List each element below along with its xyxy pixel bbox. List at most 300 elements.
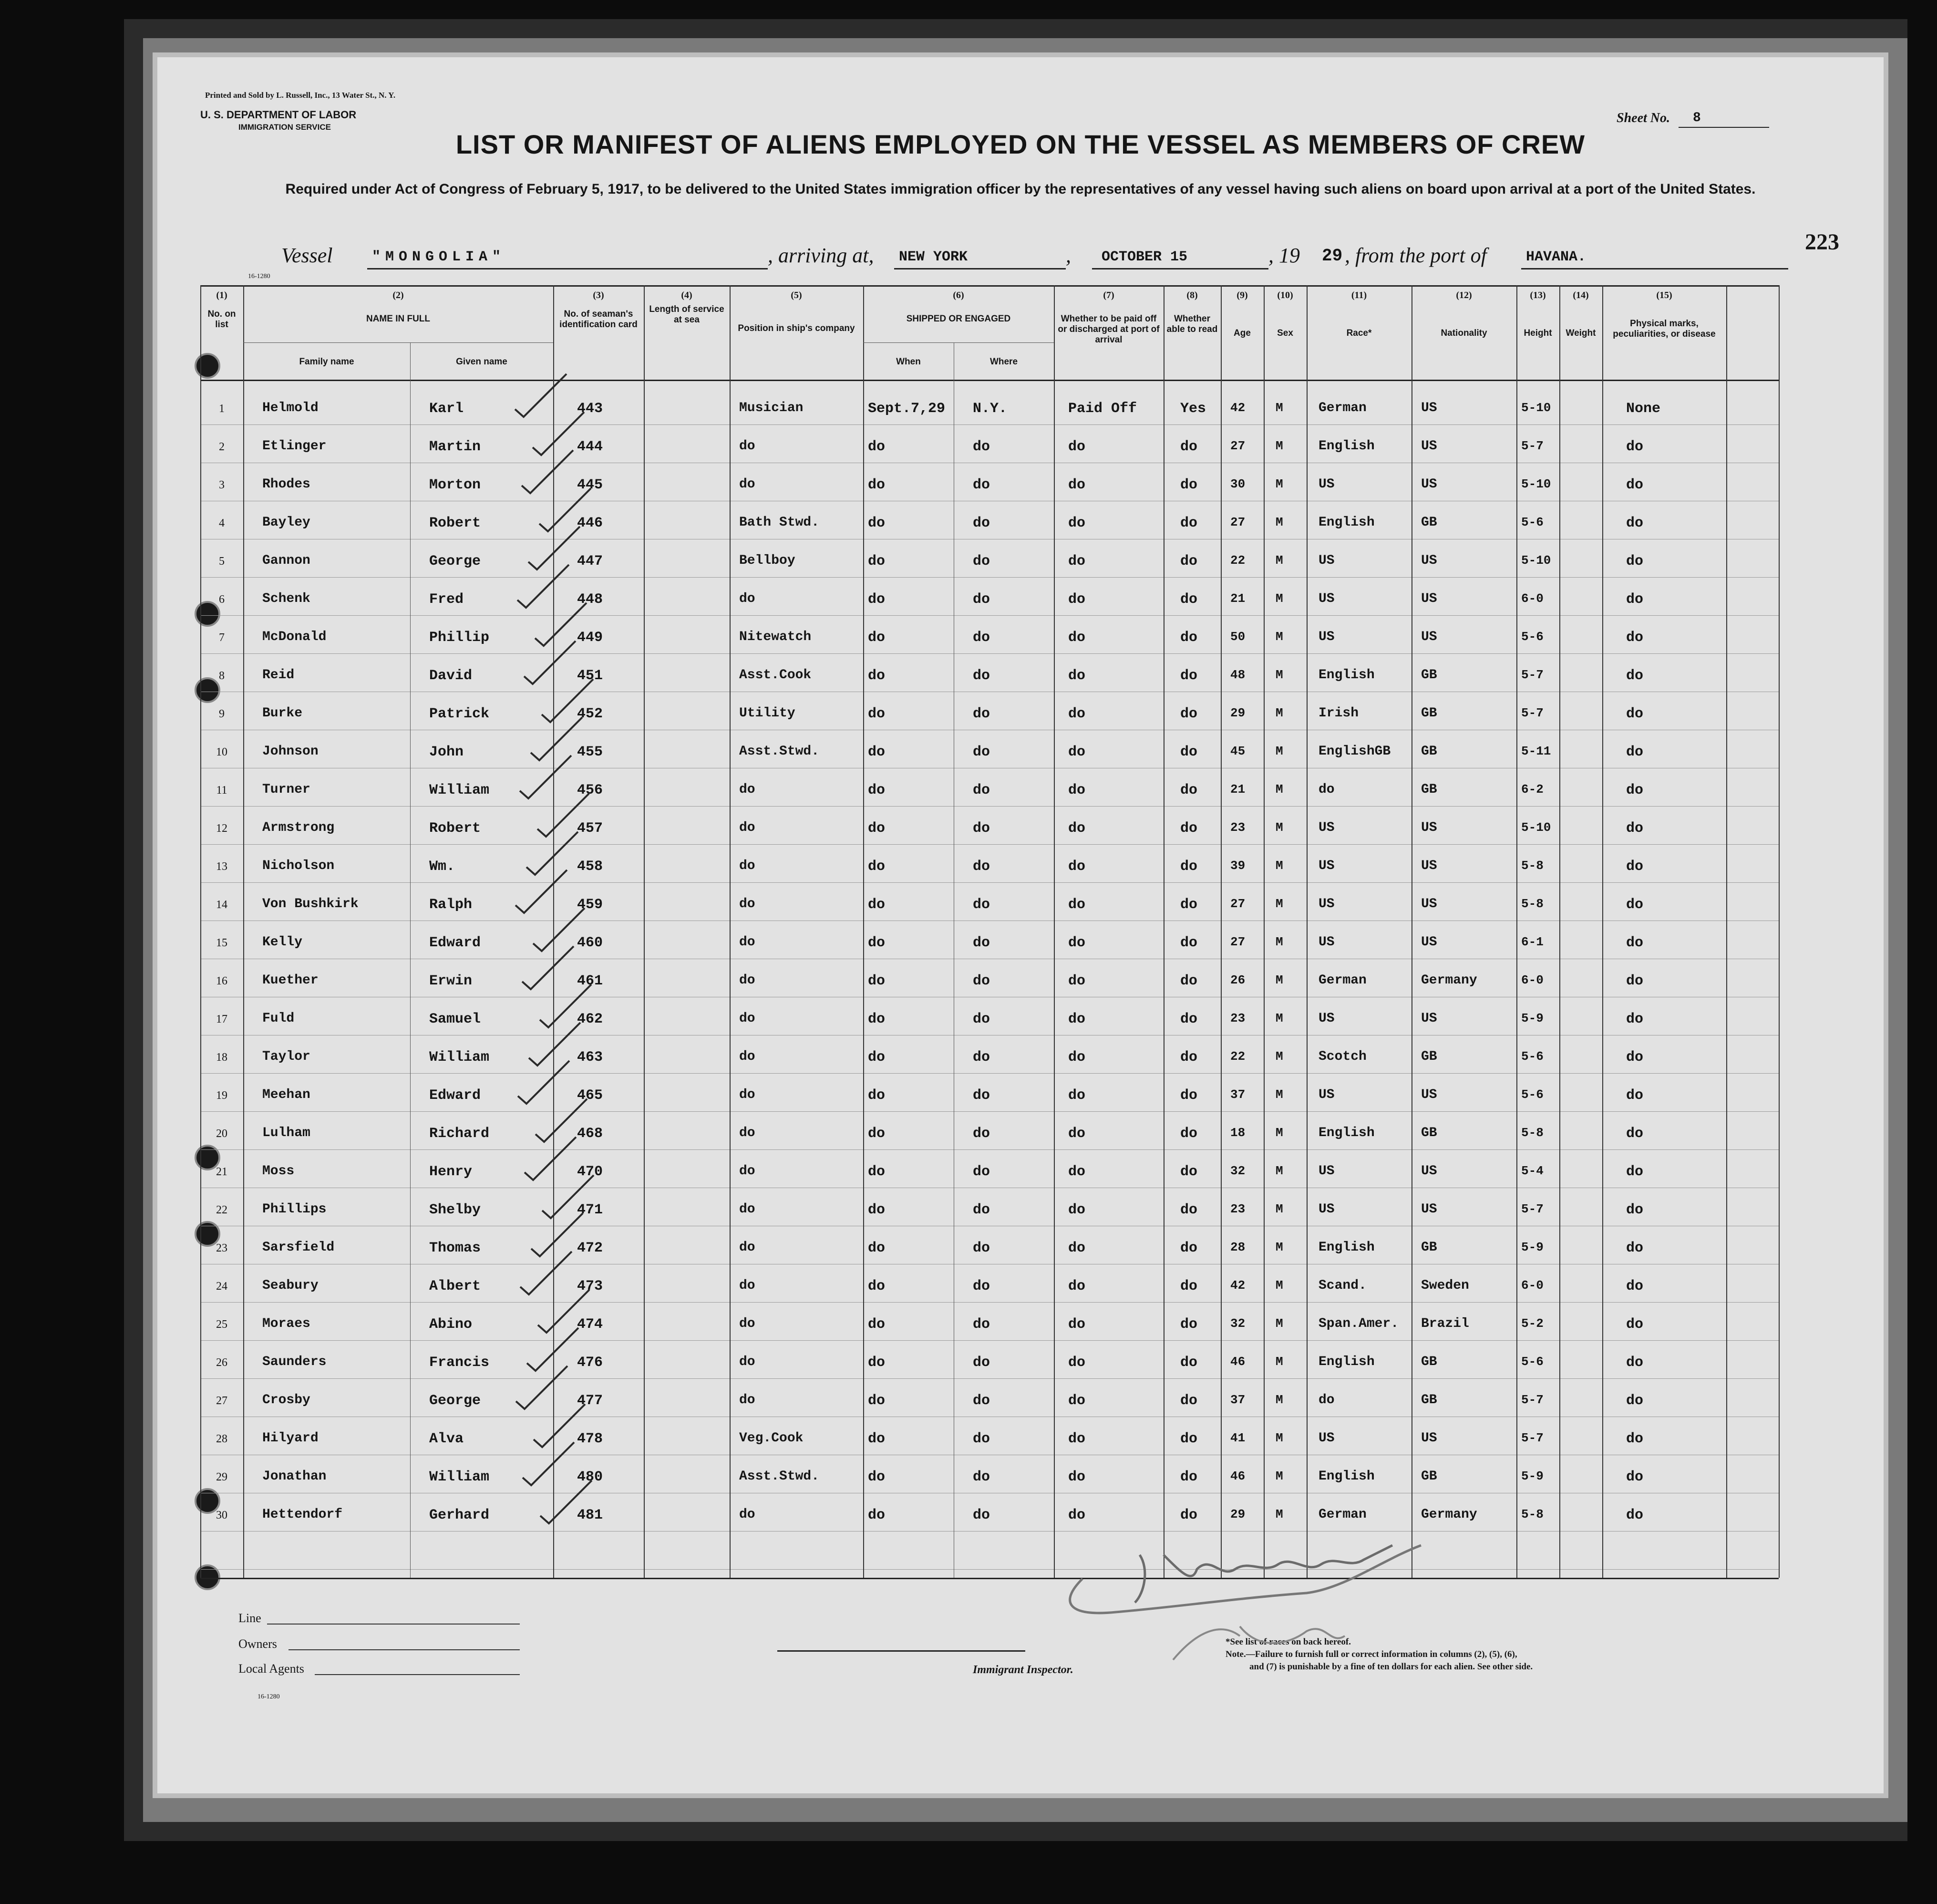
weight-header-num: (14) bbox=[1573, 290, 1589, 300]
race: EnglishGB bbox=[1319, 744, 1391, 759]
able-to-read: do bbox=[1180, 1507, 1198, 1523]
position: do bbox=[739, 935, 755, 950]
physical-marks: None bbox=[1626, 401, 1661, 417]
row-number: 20 bbox=[216, 1128, 227, 1140]
given-name: Wm. bbox=[429, 859, 455, 875]
from-label: , from the port of bbox=[1345, 244, 1487, 267]
shipped-when: do bbox=[868, 706, 886, 722]
row-number: 16 bbox=[216, 975, 227, 987]
inspector-label: Immigrant Inspector. bbox=[973, 1664, 1073, 1676]
race: US bbox=[1319, 1431, 1335, 1446]
paid-off: do bbox=[1068, 591, 1086, 608]
sex: M bbox=[1276, 630, 1283, 644]
race: US bbox=[1319, 1011, 1335, 1026]
shipped-when: do bbox=[868, 1126, 886, 1142]
race: German bbox=[1319, 1507, 1367, 1522]
nationality: US bbox=[1421, 591, 1437, 606]
when-header: When bbox=[896, 357, 921, 367]
sex: M bbox=[1276, 1202, 1283, 1216]
physical-marks: do bbox=[1626, 1469, 1644, 1485]
age: 32 bbox=[1230, 1316, 1246, 1331]
age: 32 bbox=[1230, 1164, 1246, 1178]
shipped-when: do bbox=[868, 1355, 886, 1371]
shipped-when: do bbox=[868, 1011, 886, 1027]
given-name-header: Given name bbox=[456, 357, 507, 367]
shipped-where: do bbox=[973, 1240, 990, 1256]
arrival-date: OCTOBER 15 bbox=[1102, 249, 1188, 265]
paid-off: do bbox=[1068, 1316, 1086, 1333]
position: Bellboy bbox=[739, 553, 795, 568]
sex: M bbox=[1276, 401, 1283, 415]
family-name: Nicholson bbox=[262, 859, 335, 873]
row-number: 30 bbox=[216, 1509, 227, 1521]
physical-marks: do bbox=[1626, 553, 1644, 569]
sex: M bbox=[1276, 973, 1283, 987]
age-header: Age bbox=[1234, 328, 1251, 338]
paid-off: do bbox=[1068, 897, 1086, 913]
height: 5-7 bbox=[1521, 1202, 1544, 1216]
nationality: Germany bbox=[1421, 1507, 1477, 1522]
given-name: Richard bbox=[429, 1126, 490, 1142]
sex: M bbox=[1276, 897, 1283, 911]
year-suffix: 29 bbox=[1322, 246, 1343, 266]
nationality: GB bbox=[1421, 782, 1437, 797]
physical-marks: do bbox=[1626, 935, 1644, 951]
nationality: Germany bbox=[1421, 973, 1477, 988]
height: 5-8 bbox=[1521, 897, 1544, 911]
shipped-where: do bbox=[973, 897, 990, 913]
card-number: 481 bbox=[577, 1507, 603, 1523]
row-number: 28 bbox=[216, 1433, 227, 1445]
shipped-when: do bbox=[868, 477, 886, 493]
height: 5-6 bbox=[1521, 1087, 1544, 1102]
given-name: Fred bbox=[429, 591, 464, 608]
card-number: 447 bbox=[577, 553, 603, 569]
position: do bbox=[739, 859, 755, 873]
row-number: 26 bbox=[216, 1356, 227, 1369]
page-subtitle: Required under Act of Congress of February 5, 1917, to be delivered to the United States immigration officer by the representatives of any vessel having such aliens on board upon arrival at a port of the United States. bbox=[285, 181, 1756, 197]
card-number: 451 bbox=[577, 668, 603, 684]
family-name: Rhodes bbox=[262, 477, 310, 492]
given-name: Phillip bbox=[429, 630, 490, 646]
check-mark bbox=[542, 1175, 594, 1218]
able-to-read: do bbox=[1180, 630, 1198, 646]
row-number: 10 bbox=[216, 746, 227, 758]
shipped-where: do bbox=[973, 1202, 990, 1218]
height: 5-4 bbox=[1521, 1164, 1544, 1178]
row-number: 17 bbox=[216, 1013, 227, 1025]
shipped-where: do bbox=[973, 1126, 990, 1142]
nationality: US bbox=[1421, 820, 1437, 835]
nationality: GB bbox=[1421, 1355, 1437, 1369]
paid-off-header-num: (7) bbox=[1103, 290, 1114, 300]
check-mark bbox=[536, 1099, 587, 1142]
height: 5-2 bbox=[1521, 1316, 1544, 1331]
family-name: Etlinger bbox=[262, 439, 327, 454]
position: do bbox=[739, 477, 755, 492]
given-name: Ralph bbox=[429, 897, 473, 913]
row-number: 29 bbox=[216, 1471, 227, 1483]
physical-marks: do bbox=[1626, 630, 1644, 646]
sex: M bbox=[1276, 1393, 1283, 1407]
card-number: 446 bbox=[577, 515, 603, 531]
shipped-when: do bbox=[868, 897, 886, 913]
check-mark bbox=[517, 565, 569, 608]
race: do bbox=[1319, 782, 1335, 797]
race: English bbox=[1319, 1469, 1375, 1484]
card-number: 445 bbox=[577, 477, 603, 493]
card-number: 478 bbox=[577, 1431, 603, 1447]
race: Scand. bbox=[1319, 1278, 1367, 1293]
given-name: Karl bbox=[429, 401, 464, 417]
paid-off: do bbox=[1068, 1469, 1086, 1485]
nationality: GB bbox=[1421, 744, 1437, 759]
card-number: 471 bbox=[577, 1202, 603, 1218]
shipped-when: do bbox=[868, 935, 886, 951]
shipped-when: Sept.7,29 bbox=[868, 401, 946, 417]
age: 46 bbox=[1230, 1469, 1246, 1483]
race: US bbox=[1319, 1202, 1335, 1217]
family-name: Sarsfield bbox=[262, 1240, 335, 1255]
page-title: LIST OR MANIFEST OF ALIENS EMPLOYED ON THE VESSEL AS MEMBERS OF CREW bbox=[455, 129, 1586, 159]
age: 29 bbox=[1230, 706, 1246, 720]
position: Asst.Cook bbox=[739, 668, 812, 683]
sex-header-num: (10) bbox=[1277, 290, 1293, 300]
nationality: US bbox=[1421, 897, 1437, 911]
age: 48 bbox=[1230, 668, 1246, 682]
physical-marks: do bbox=[1626, 477, 1644, 493]
given-name: William bbox=[429, 782, 490, 798]
nationality: US bbox=[1421, 935, 1437, 950]
date-underline bbox=[1092, 268, 1268, 269]
shipped-when: do bbox=[868, 668, 886, 684]
given-name: George bbox=[429, 553, 481, 569]
given-name: Thomas bbox=[429, 1240, 481, 1256]
given-name: Patrick bbox=[429, 706, 490, 722]
row-number: 11 bbox=[216, 784, 227, 797]
where-header: Where bbox=[989, 357, 1018, 367]
nationality: US bbox=[1421, 1164, 1437, 1179]
position: Veg.Cook bbox=[739, 1431, 804, 1446]
able-to-read: do bbox=[1180, 1393, 1198, 1409]
local-agents-field bbox=[315, 1674, 520, 1675]
height: 5-10 bbox=[1521, 820, 1551, 835]
physical-marks: do bbox=[1626, 1087, 1644, 1104]
race: US bbox=[1319, 477, 1335, 492]
age: 39 bbox=[1230, 859, 1246, 873]
height: 5-6 bbox=[1521, 1355, 1544, 1369]
age: 27 bbox=[1230, 935, 1246, 949]
row-number: 7 bbox=[219, 631, 225, 644]
given-name: George bbox=[429, 1393, 481, 1409]
shipped-when: do bbox=[868, 1393, 886, 1409]
check-mark bbox=[528, 527, 580, 569]
year-prefix: , 19 bbox=[1268, 244, 1300, 267]
given-name: Francis bbox=[429, 1355, 490, 1371]
shipped-when: do bbox=[868, 439, 886, 455]
family-name: Gannon bbox=[262, 553, 310, 568]
position: do bbox=[739, 1355, 755, 1369]
paid-off: do bbox=[1068, 820, 1086, 837]
race: US bbox=[1319, 553, 1335, 568]
shipped-when: do bbox=[868, 591, 886, 608]
nationality: GB bbox=[1421, 1049, 1437, 1064]
able-to-read-header-num: (8) bbox=[1186, 290, 1198, 300]
height: 5-7 bbox=[1521, 668, 1544, 682]
vessel-underline bbox=[367, 268, 768, 269]
height: 6-0 bbox=[1521, 1278, 1544, 1293]
given-name: Henry bbox=[429, 1164, 473, 1180]
shipped-where: do bbox=[973, 1507, 990, 1523]
paid-off: do bbox=[1068, 630, 1086, 646]
check-mark bbox=[529, 1023, 580, 1066]
shipped-when: do bbox=[868, 553, 886, 569]
paid-off: do bbox=[1068, 1355, 1086, 1371]
shipped-when: do bbox=[868, 1469, 886, 1485]
race: English bbox=[1319, 439, 1375, 454]
shipped-where: do bbox=[973, 439, 990, 455]
nationality: US bbox=[1421, 1202, 1437, 1217]
shipped-when: do bbox=[868, 515, 886, 531]
position: do bbox=[739, 591, 755, 606]
family-name: Moss bbox=[262, 1164, 295, 1179]
card-number: 473 bbox=[577, 1278, 603, 1294]
card-number: 462 bbox=[577, 1011, 603, 1027]
nationality: GB bbox=[1421, 668, 1437, 683]
shipped-where: do bbox=[973, 591, 990, 608]
able-to-read: do bbox=[1180, 1049, 1198, 1066]
inspector-signature-line bbox=[777, 1650, 1025, 1652]
shipped-where: do bbox=[973, 1011, 990, 1027]
physical-marks: do bbox=[1626, 782, 1644, 798]
family-name: Saunders bbox=[262, 1355, 327, 1369]
height-header-num: (13) bbox=[1530, 290, 1546, 300]
height: 5-8 bbox=[1521, 1507, 1544, 1521]
age: 26 bbox=[1230, 973, 1246, 987]
card-number: 470 bbox=[577, 1164, 603, 1180]
check-mark bbox=[515, 374, 567, 417]
height: 5-6 bbox=[1521, 515, 1544, 529]
height: 6-1 bbox=[1521, 935, 1544, 949]
family-name: Von Bushkirk bbox=[262, 897, 359, 911]
able-to-read: do bbox=[1180, 1011, 1198, 1027]
physical-marks: do bbox=[1626, 1507, 1644, 1523]
shipped-when: do bbox=[868, 1431, 886, 1447]
position: do bbox=[739, 1126, 755, 1140]
shipped-when: do bbox=[868, 1164, 886, 1180]
date-comma: , bbox=[1066, 244, 1071, 267]
able-to-read: do bbox=[1180, 1431, 1198, 1447]
check-mark bbox=[523, 1442, 574, 1485]
check-mark bbox=[534, 1404, 585, 1447]
given-name: Abino bbox=[429, 1316, 473, 1333]
line-field bbox=[267, 1624, 520, 1625]
physical-marks: do bbox=[1626, 744, 1644, 760]
able-to-read: do bbox=[1180, 668, 1198, 684]
height: 5-8 bbox=[1521, 1126, 1544, 1140]
age: 18 bbox=[1230, 1126, 1246, 1140]
physical-marks: do bbox=[1626, 1355, 1644, 1371]
physical-marks: do bbox=[1626, 1202, 1644, 1218]
nationality: US bbox=[1421, 859, 1437, 873]
shipped-where: N.Y. bbox=[973, 401, 1008, 417]
sex: M bbox=[1276, 477, 1283, 491]
height: 5-6 bbox=[1521, 630, 1544, 644]
row-number: 22 bbox=[216, 1204, 227, 1216]
no-on-list-header: No. on list bbox=[207, 309, 236, 330]
sex: M bbox=[1276, 935, 1283, 949]
service-length-header: Length of service at sea bbox=[649, 304, 724, 325]
shipped-where: do bbox=[973, 553, 990, 569]
vessel-label: Vessel bbox=[281, 244, 333, 267]
shipped-where: do bbox=[973, 1049, 990, 1066]
able-to-read: do bbox=[1180, 1164, 1198, 1180]
given-name: Samuel bbox=[429, 1011, 481, 1027]
position: do bbox=[739, 1507, 755, 1522]
height: 5-9 bbox=[1521, 1011, 1544, 1025]
check-mark bbox=[531, 1213, 583, 1256]
card-number: 444 bbox=[577, 439, 603, 455]
given-name: William bbox=[429, 1469, 490, 1485]
position: Asst.Stwd. bbox=[739, 1469, 820, 1484]
given-name: Albert bbox=[429, 1278, 481, 1294]
check-mark bbox=[540, 984, 591, 1027]
position: do bbox=[739, 1087, 755, 1102]
able-to-read: Yes bbox=[1180, 401, 1206, 417]
nationality-header-num: (12) bbox=[1456, 290, 1472, 300]
note-races: *See list of races on back hereof. bbox=[1226, 1637, 1351, 1647]
family-name: Kuether bbox=[262, 973, 319, 988]
weight-header: Weight bbox=[1566, 328, 1596, 338]
height: 5-10 bbox=[1521, 553, 1551, 568]
given-name: Morton bbox=[429, 477, 481, 493]
card-number: 455 bbox=[577, 744, 603, 760]
nationality: US bbox=[1421, 1087, 1437, 1102]
age: 23 bbox=[1230, 1011, 1246, 1025]
able-to-read: do bbox=[1180, 782, 1198, 798]
check-mark bbox=[539, 488, 591, 531]
height: 6-0 bbox=[1521, 973, 1544, 987]
shipped-where: do bbox=[973, 820, 990, 837]
check-mark bbox=[540, 1480, 592, 1523]
physical-marks: do bbox=[1626, 515, 1644, 531]
card-number: 463 bbox=[577, 1049, 603, 1066]
card-number: 472 bbox=[577, 1240, 603, 1256]
age: 50 bbox=[1230, 630, 1246, 644]
manifest-sheet bbox=[157, 57, 1884, 1793]
position: Bath Stwd. bbox=[739, 515, 820, 530]
row-number: 12 bbox=[216, 822, 227, 835]
physical-marks: do bbox=[1626, 668, 1644, 684]
able-to-read: do bbox=[1180, 1316, 1198, 1333]
owners-field bbox=[288, 1649, 520, 1650]
able-to-read: do bbox=[1180, 706, 1198, 722]
position: do bbox=[739, 439, 755, 454]
family-name: Jonathan bbox=[262, 1469, 327, 1484]
nationality: US bbox=[1421, 553, 1437, 568]
given-name: Martin bbox=[429, 439, 481, 455]
printer-imprint: Printed and Sold by L. Russell, Inc., 13 Water St., N. Y. bbox=[205, 91, 396, 100]
given-name: Gerhard bbox=[429, 1507, 490, 1523]
row-number: 5 bbox=[219, 555, 225, 568]
family-name: Schenk bbox=[262, 591, 310, 606]
sex: M bbox=[1276, 1240, 1283, 1254]
row-number: 4 bbox=[219, 517, 225, 529]
paid-off: Paid Off bbox=[1068, 401, 1137, 417]
family-name: Bayley bbox=[262, 515, 310, 530]
able-to-read: do bbox=[1180, 935, 1198, 951]
sheet-number-label: Sheet No. bbox=[1617, 111, 1670, 125]
shipped-when: do bbox=[868, 1278, 886, 1294]
paid-off: do bbox=[1068, 515, 1086, 531]
race: English bbox=[1319, 668, 1375, 683]
sex: M bbox=[1276, 439, 1283, 453]
sex: M bbox=[1276, 1164, 1283, 1178]
position: do bbox=[739, 1316, 755, 1331]
physical-marks: do bbox=[1626, 706, 1644, 722]
race: US bbox=[1319, 859, 1335, 873]
race: German bbox=[1319, 401, 1367, 415]
able-to-read: do bbox=[1180, 1240, 1198, 1256]
position: do bbox=[739, 1049, 755, 1064]
race: US bbox=[1319, 1164, 1335, 1179]
card-number: 459 bbox=[577, 897, 603, 913]
service-length-header-num: (4) bbox=[681, 290, 692, 300]
shipped-where: do bbox=[973, 1469, 990, 1485]
able-to-read: do bbox=[1180, 1355, 1198, 1371]
sex: M bbox=[1276, 591, 1283, 606]
shipped-where: do bbox=[973, 744, 990, 760]
able-to-read: do bbox=[1180, 553, 1198, 569]
family-name: Reid bbox=[262, 668, 295, 683]
race: Scotch bbox=[1319, 1049, 1367, 1064]
given-name: Alva bbox=[429, 1431, 464, 1447]
family-name: Helmold bbox=[262, 401, 319, 415]
age: 21 bbox=[1230, 591, 1246, 606]
sex: M bbox=[1276, 1316, 1283, 1331]
race: US bbox=[1319, 820, 1335, 835]
able-to-read: do bbox=[1180, 897, 1198, 913]
able-to-read: do bbox=[1180, 591, 1198, 608]
position: do bbox=[739, 897, 755, 911]
check-mark bbox=[535, 603, 587, 646]
position: do bbox=[739, 1202, 755, 1217]
height: 5-9 bbox=[1521, 1469, 1544, 1483]
check-mark bbox=[533, 412, 584, 455]
able-to-read: do bbox=[1180, 515, 1198, 531]
paid-off: do bbox=[1068, 1393, 1086, 1409]
card-header-num: (3) bbox=[593, 290, 604, 300]
shipped-when: do bbox=[868, 859, 886, 875]
check-mark bbox=[522, 450, 573, 493]
paid-off: do bbox=[1068, 1049, 1086, 1066]
check-mark bbox=[518, 1061, 569, 1104]
race: German bbox=[1319, 973, 1367, 988]
nationality: Brazil bbox=[1421, 1316, 1469, 1331]
age: 42 bbox=[1230, 401, 1246, 415]
name-header: NAME IN FULL bbox=[366, 314, 431, 324]
check-mark bbox=[526, 832, 578, 875]
paid-off-header: Whether to be paid off or discharged at port of arrival bbox=[1058, 314, 1160, 345]
age: 23 bbox=[1230, 820, 1246, 835]
family-name: Kelly bbox=[262, 935, 303, 950]
position: Musician bbox=[739, 401, 804, 415]
sex: M bbox=[1276, 1278, 1283, 1293]
paid-off: do bbox=[1068, 859, 1086, 875]
shipped-where: do bbox=[973, 782, 990, 798]
given-name: Edward bbox=[429, 1087, 481, 1104]
position: do bbox=[739, 820, 755, 835]
